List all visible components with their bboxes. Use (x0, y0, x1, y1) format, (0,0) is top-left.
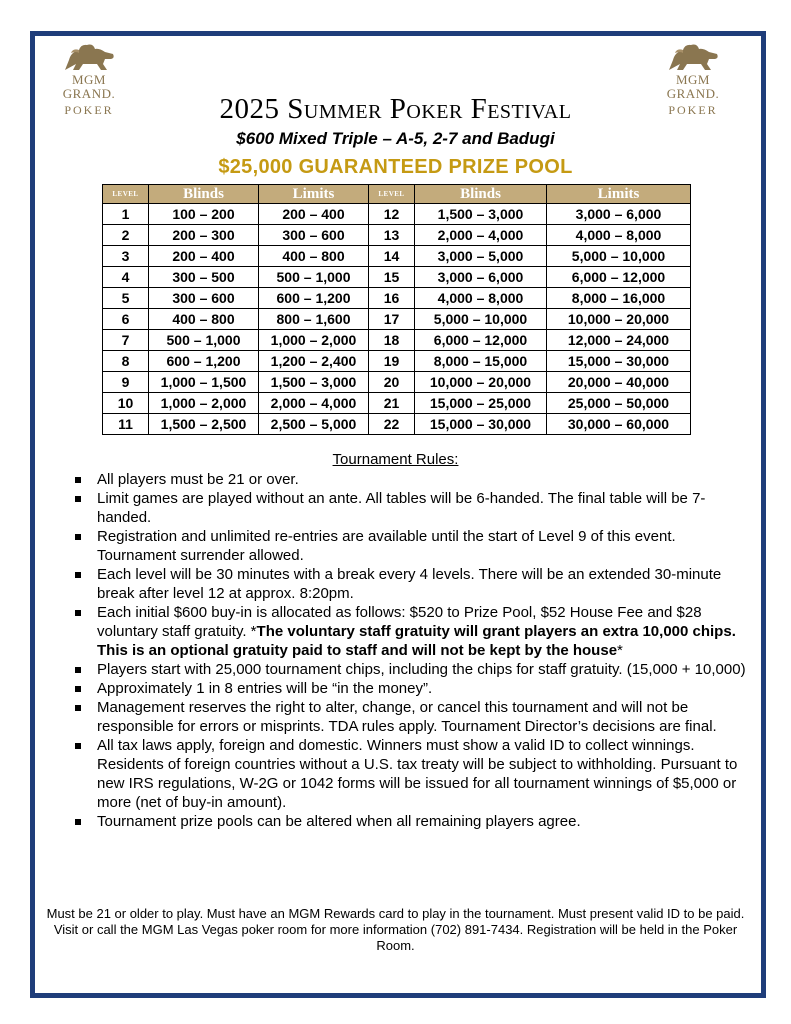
table-cell: 200 – 400 (149, 246, 259, 267)
table-cell: 5 (103, 288, 149, 309)
table-cell: 2,000 – 4,000 (415, 225, 547, 246)
table-cell: 1,000 – 1,500 (149, 372, 259, 393)
table-row (103, 414, 691, 435)
logo-sub-text: POKER (64, 103, 114, 117)
blind-structure-table (102, 184, 691, 435)
table-cell: 12 (369, 204, 415, 225)
rules-list (74, 470, 746, 831)
table-cell: 14 (369, 246, 415, 267)
rules-heading: Tournament Rules: (332, 451, 459, 468)
table-cell: 30,000 – 60,000 (547, 414, 691, 435)
table-body (103, 204, 691, 435)
logo-brand-text: MGM GRAND. (62, 72, 116, 101)
table-cell: 2 (103, 225, 149, 246)
table-cell: 13 (369, 225, 415, 246)
table-cell: 20 (369, 372, 415, 393)
table-cell: 10,000 – 20,000 (547, 309, 691, 330)
table-cell: 15,000 – 30,000 (415, 414, 547, 435)
table-cell: 22 (369, 414, 415, 435)
table-cell: 2,500 – 5,000 (259, 414, 369, 435)
table-row (103, 204, 691, 225)
table-cell: 7 (103, 330, 149, 351)
rule-item (74, 603, 746, 660)
rule-item: Approximately 1 in 8 entries will be “in the money”. (74, 679, 746, 698)
table-cell: 25,000 – 50,000 (547, 393, 691, 414)
table-cell: 1,200 – 2,400 (259, 351, 369, 372)
page-title: 2025 Summer Poker Festival (219, 93, 572, 125)
table-cell: 1,000 – 2,000 (149, 393, 259, 414)
lion-logo-icon (59, 40, 119, 72)
table-cell: 1 (103, 204, 149, 225)
table-cell: 15,000 – 25,000 (415, 393, 547, 414)
table-cell: 8,000 – 16,000 (547, 288, 691, 309)
table-cell: 3,000 – 6,000 (547, 204, 691, 225)
table-cell: 6,000 – 12,000 (547, 267, 691, 288)
table-cell: 500 – 1,000 (149, 330, 259, 351)
table-cell: 17 (369, 309, 415, 330)
table-cell: 2,000 – 4,000 (259, 393, 369, 414)
table-cell: 300 – 600 (149, 288, 259, 309)
table-cell: 600 – 1,200 (149, 351, 259, 372)
table-cell: 18 (369, 330, 415, 351)
table-cell: 1,500 – 3,000 (259, 372, 369, 393)
table-header-row (103, 185, 691, 204)
column-header-limits: Limits (547, 185, 691, 204)
table-cell: 3 (103, 246, 149, 267)
table-cell: 12,000 – 24,000 (547, 330, 691, 351)
footer-note: Must be 21 or older to play. Must have an MGM Rewards card to play in the tournament. Must present valid ID to be paid. Visit or call the MGM Las Vegas poker room for more information (702) 891-7434. Registration will be held in the Poker Room. (46, 906, 745, 953)
event-subtitle: $600 Mixed Triple – A-5, 2-7 and Badugi (236, 129, 555, 148)
table-cell: 5,000 – 10,000 (547, 246, 691, 267)
table-cell: 3,000 – 5,000 (415, 246, 547, 267)
table-cell: 6,000 – 12,000 (415, 330, 547, 351)
table-cell: 9 (103, 372, 149, 393)
table-row (103, 246, 691, 267)
column-header-blinds: Blinds (415, 185, 547, 204)
rule-bold-text: The voluntary staff gratuity will grant players an extra 10,000 chips. This is an optional gratuity paid to staff and will not be kept by the house (97, 623, 736, 659)
table-cell: 4 (103, 267, 149, 288)
table-row (103, 267, 691, 288)
table-row (103, 309, 691, 330)
table-cell: 5,000 – 10,000 (415, 309, 547, 330)
table-cell: 15 (369, 267, 415, 288)
rule-item: Limit games are played without an ante. All tables will be 6-handed. The final table will be 7-handed. (74, 489, 746, 527)
rule-item: Registration and unlimited re-entries are available until the start of Level 9 of this event. Tournament surrender allowed. (74, 527, 746, 565)
table-cell: 400 – 800 (259, 246, 369, 267)
table-cell: 16 (369, 288, 415, 309)
rule-item: All tax laws apply, foreign and domestic. Winners must show a valid ID to collect winnings. Residents of foreign countries without a U.S. tax treaty will be subject to withholding. Pursuant to new IRS regulations, W-2G or 1042 forms will be issued for all tournament winnings of $5,000 or more (net of buy-in amount). (74, 736, 746, 812)
table-cell: 20,000 – 40,000 (547, 372, 691, 393)
table-cell: 1,500 – 2,500 (149, 414, 259, 435)
table-cell: 400 – 800 (149, 309, 259, 330)
table-cell: 6 (103, 309, 149, 330)
table-row (103, 288, 691, 309)
rule-item: All players must be 21 or over. (74, 470, 746, 489)
column-header-blinds: Blinds (149, 185, 259, 204)
rule-text: Each initial $600 buy-in is allocated as follows: $520 to Prize Pool, $52 House Fee and $28 voluntary staff gratuity. * (97, 604, 702, 640)
rule-item: Players start with 25,000 tournament chips, including the chips for staff gratuity. (15,000 + 10,000) (74, 660, 746, 679)
guaranteed-prize-pool: $25,000 GUARANTEED PRIZE POOL (218, 156, 573, 178)
column-header-level: LEVEL (369, 185, 415, 204)
logo-sub-text: POKER (668, 103, 718, 117)
table-row (103, 372, 691, 393)
table-cell: 3,000 – 6,000 (415, 267, 547, 288)
rule-item: Each level will be 30 minutes with a break every 4 levels. There will be an extended 30-minute break after level 12 at approx. 8:20pm. (74, 565, 746, 603)
table-cell: 21 (369, 393, 415, 414)
table-cell: 10 (103, 393, 149, 414)
table-cell: 19 (369, 351, 415, 372)
lion-logo-icon (663, 40, 723, 72)
table-cell: 1,000 – 2,000 (259, 330, 369, 351)
column-header-limits: Limits (259, 185, 369, 204)
rule-text-after: * (617, 642, 623, 659)
rule-item: Tournament prize pools can be altered when all remaining players agree. (74, 812, 746, 831)
table-cell: 4,000 – 8,000 (415, 288, 547, 309)
table-cell: 10,000 – 20,000 (415, 372, 547, 393)
table-cell: 300 – 500 (149, 267, 259, 288)
table-row (103, 225, 691, 246)
table-row (103, 393, 691, 414)
table-cell: 200 – 300 (149, 225, 259, 246)
table-cell: 15,000 – 30,000 (547, 351, 691, 372)
column-header-level: LEVEL (103, 185, 149, 204)
logo-brand-text: MGM GRAND. (666, 72, 720, 101)
rule-item: Management reserves the right to alter, change, or cancel this tournament and will not be responsible for errors or misprints. TDA rules apply. Tournament Director’s decisions are final. (74, 698, 746, 736)
table-cell: 500 – 1,000 (259, 267, 369, 288)
table-cell: 8 (103, 351, 149, 372)
table-cell: 1,500 – 3,000 (415, 204, 547, 225)
table-row (103, 330, 691, 351)
table-cell: 300 – 600 (259, 225, 369, 246)
table-cell: 200 – 400 (259, 204, 369, 225)
table-cell: 800 – 1,600 (259, 309, 369, 330)
table-row (103, 351, 691, 372)
table-cell: 8,000 – 15,000 (415, 351, 547, 372)
table-cell: 600 – 1,200 (259, 288, 369, 309)
table-cell: 100 – 200 (149, 204, 259, 225)
table-cell: 11 (103, 414, 149, 435)
table-cell: 4,000 – 8,000 (547, 225, 691, 246)
